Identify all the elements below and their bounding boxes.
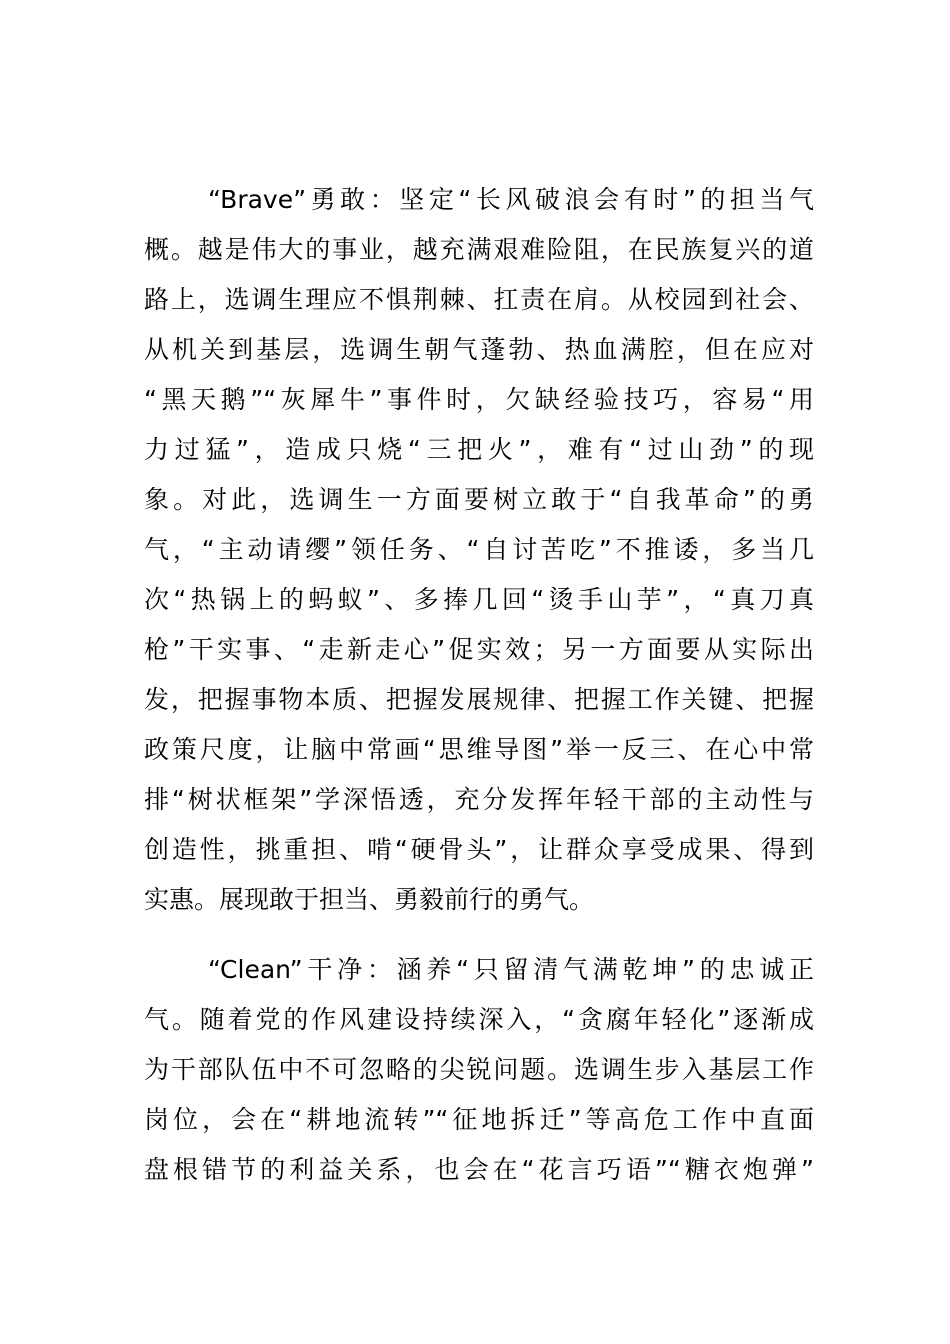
paragraph-clean bbox=[144, 945, 814, 1195]
text-line: 实惠。展现敢于担当、勇毅前行的勇气。 bbox=[144, 885, 595, 914]
text-line: 盘根错节的利益关系，也会在“花言巧语”“糖衣炮弹” bbox=[144, 1155, 814, 1184]
text-line: 排“树状框架”学深悟透，充分发挥年轻干部的主动性与 bbox=[144, 785, 814, 814]
text-line: 发，把握事物本质、把握发展规律、把握工作关键、把握 bbox=[144, 685, 814, 714]
text-line: 从机关到基层，选调生朝气蓬勃、热血满腔，但在应对 bbox=[144, 335, 814, 364]
paragraph-brave bbox=[144, 175, 814, 925]
text-line: 象。对此，选调生一方面要树立敢于“自我革命”的勇 bbox=[144, 485, 814, 514]
text-line: 为干部队伍中不可忽略的尖锐问题。选调生步入基层工作 bbox=[144, 1055, 814, 1084]
text-line: 气，“主动请缨”领任务、“自讨苦吃”不推诿，多当几 bbox=[144, 535, 814, 564]
text-line: “Clean”干净：涵养“只留清气满乾坤”的忠诚正 bbox=[208, 955, 814, 984]
text-line: 创造性，挑重担、啃“硬骨头”，让群众享受成果、得到 bbox=[144, 835, 814, 864]
text-line: 概。越是伟大的事业，越充满艰难险阻，在民族复兴的道 bbox=[144, 235, 814, 264]
text-line: “Brave”勇敢：坚定“长风破浪会有时”的担当气 bbox=[208, 185, 814, 214]
text-line: 次“热锅上的蚂蚁”、多捧几回“烫手山芋”，“真刀真 bbox=[144, 585, 814, 614]
text-line: “黑天鹅”“灰犀牛”事件时，欠缺经验技巧，容易“用 bbox=[144, 385, 814, 414]
text-line: 气。随着党的作风建设持续深入，“贪腐年轻化”逐渐成 bbox=[144, 1005, 814, 1034]
text-line: 力过猛”，造成只烧“三把火”，难有“过山劲”的现 bbox=[144, 435, 814, 464]
text-line: 政策尺度，让脑中常画“思维导图”举一反三、在心中常 bbox=[144, 735, 814, 764]
text-line: 岗位，会在“耕地流转”“征地拆迁”等高危工作中直面 bbox=[144, 1105, 814, 1134]
text-line: 枪”干实事、“走新走心”促实效；另一方面要从实际出 bbox=[144, 635, 814, 664]
text-line: 路上，选调生理应不惧荆棘、扛责在肩。从校园到社会、 bbox=[144, 285, 814, 314]
